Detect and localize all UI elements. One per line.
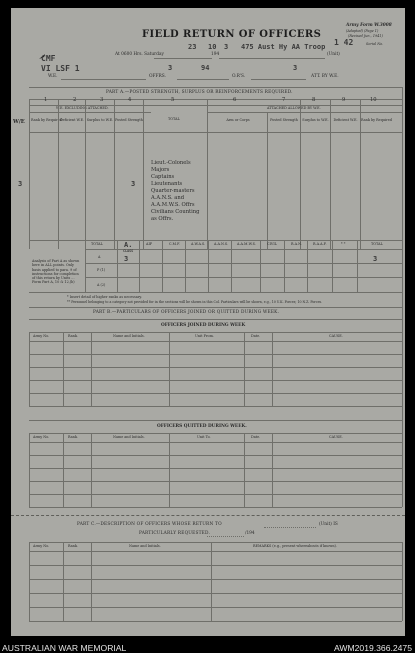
- part-b-heading: PART B.—PARTICULARS OF OFFICERS JOINED OR QUITTED DURING WEEK.: [93, 310, 280, 315]
- punch-mark-icon: [39, 45, 45, 51]
- we-excluding-attached: W.E. EXCLUDING ATTACHED.: [56, 106, 109, 110]
- at-label: At 0600 Hrs. Saturday: [115, 52, 164, 57]
- subhead-9: Rank by Required: [361, 118, 392, 122]
- quitted-col-unit-to: Unit To.: [197, 435, 211, 439]
- col-number-3: 3: [100, 97, 104, 103]
- totals-row-p1: P (1): [97, 268, 106, 272]
- typed-offrs-value: 3: [168, 64, 173, 72]
- typed-vi: VI LSF 1: [41, 64, 80, 73]
- we-label: W.E.: [48, 74, 58, 79]
- joined-col-date: Date.: [251, 334, 261, 338]
- totals-label-grand: TOTAL: [371, 242, 383, 246]
- subhead-6: Posted Strength: [270, 118, 298, 122]
- subhead-8: Deficient W.E.: [333, 118, 358, 122]
- part-c-col-name: Name and Initials.: [129, 544, 161, 548]
- totals-label-aamws: A.A.M.W.S.: [237, 242, 256, 246]
- quitted-col-name: Name and Initials.: [113, 435, 145, 439]
- subhead-3: Surplus to W.E.: [86, 118, 114, 122]
- subhead-7: Surplus to W.E.: [302, 118, 329, 122]
- totals-row-a: A: [98, 255, 101, 259]
- part-c-col-army-no: Army No.: [33, 544, 50, 548]
- totals-label-raaf: R.A.A.F.: [313, 242, 327, 246]
- unit-typed: 475 Aust Hy AA Troop: [241, 43, 326, 51]
- typed-cmf: CMF: [41, 54, 56, 63]
- subhead-4: Posted Strength: [115, 118, 143, 122]
- subhead-1: Rank by Required: [31, 118, 62, 122]
- totals-typed-cmf: 3: [124, 255, 129, 263]
- col-number-1: 1: [44, 97, 48, 103]
- part-c-heading-unit: (Unit) IS: [319, 522, 338, 527]
- quitted-col-date: Date.: [251, 435, 261, 439]
- joined-col-rank: Rank.: [68, 334, 78, 338]
- totals-typed-class: CLASS: [123, 249, 134, 253]
- joined-title: OFFICERS JOINED DURING WEEK: [161, 323, 246, 328]
- totals-label-a: A.: [124, 241, 133, 249]
- totals-label-awas: A.W.A.S.: [191, 242, 206, 246]
- footer-institution: AUSTRALIAN WAR MEMORIAL: [2, 643, 127, 653]
- col-number-5: 5: [171, 97, 175, 103]
- date-day: 23: [188, 43, 197, 51]
- totals-label-aans: A.A.N.S.: [214, 242, 229, 246]
- totals-label-other: * *: [341, 242, 346, 246]
- rank-quartermasters: Quarter-masters: [151, 188, 195, 194]
- quitted-col-cause: CAUSE.: [329, 435, 343, 439]
- unit-label: (Unit): [327, 52, 340, 57]
- part-c-col-remarks: REMARKS (e.g., present whereabouts if known).: [253, 544, 337, 548]
- rank-aamws: A.A.M.W.S. Offrs: [151, 202, 195, 208]
- rank-majors: Majors: [151, 167, 170, 173]
- subhead-5: Arm or Corps: [226, 118, 250, 122]
- analysis-side-note: Analysis of Part A as shown here in ALL points. Only basis applied to para. 9 of instructions for completion of this return by Units ... Form Part A, 10 & 12,(b): [32, 259, 80, 285]
- footer-accession-number: AWM2019.366.2475: [333, 643, 412, 653]
- quitted-col-army-no: Army No.: [33, 435, 50, 439]
- typed-ors-value: 94: [201, 64, 210, 72]
- totals-label-ran: R.A.N.: [291, 242, 302, 246]
- form-revised: (Revised Jun., 1941): [348, 34, 383, 38]
- totals-label-cmf: C.M.F.: [169, 242, 181, 246]
- joined-col-unit-from: Unit From.: [195, 334, 214, 338]
- col-number-10: 10: [370, 97, 377, 103]
- offrs-label: OFFRS.: [149, 74, 166, 79]
- col-number-8: 8: [312, 97, 316, 103]
- footer-bar: [0, 641, 415, 653]
- col-number-4: 4: [128, 97, 132, 103]
- quitted-col-rank: Rank.: [68, 435, 78, 439]
- rank-lieutenants: Lieutenants: [151, 181, 183, 187]
- quitted-title: OFFICERS QUITTED DURING WEEK.: [157, 424, 247, 429]
- form-adapted: (Adapted) (Page 1): [346, 29, 379, 33]
- col-number-7: 7: [282, 97, 286, 103]
- totals-row-a2: A (2): [97, 283, 106, 287]
- col-number-6: 6: [233, 97, 237, 103]
- form-sheet: [11, 8, 405, 636]
- rank-captains: Captains: [151, 174, 175, 180]
- row-value-col4: 3: [131, 180, 136, 188]
- col-number-9: 9: [342, 97, 346, 103]
- part-a-heading: PART A.—POSTED STRENGTH, SURPLUS OR REINFORCEMENTS REQUIRED.: [106, 90, 293, 95]
- joined-col-cause: CAUSE.: [329, 334, 343, 338]
- we-side-label: W/E: [13, 119, 25, 125]
- totals-label-aif: AIF: [146, 242, 153, 246]
- part-c-heading-1: PART C.—DESCRIPTION OF OFFICERS WHOSE RETURN TO: [77, 522, 222, 527]
- total-header: TOTAL: [168, 117, 180, 121]
- ors-label: O.R'S.: [232, 74, 246, 79]
- totals-typed-grand: 3: [373, 255, 378, 263]
- serial-label: Serial No.: [366, 42, 384, 46]
- row-value-left: 3: [18, 180, 23, 188]
- rank-civilians: Civilians Counting: [151, 209, 200, 215]
- rank-aans: A.A.N.S. and: [151, 195, 185, 201]
- rank-lt-colonels: Lieut.-Colonels: [151, 160, 191, 166]
- part-c-col-rank: Rank.: [68, 544, 78, 548]
- rank-as-offrs: as Offrs.: [151, 216, 174, 222]
- part-c-date-placeholder: /194: [245, 531, 255, 536]
- serial-value: 1 42: [334, 38, 354, 47]
- joined-col-army-no: Army No.: [33, 334, 50, 338]
- date-month: 10: [208, 43, 217, 51]
- totals-label-civil: CIVIL: [267, 242, 277, 246]
- footnote-1: * Insert detail of higher ranks as necessary.: [67, 295, 142, 299]
- totals-label-total: TOTAL: [91, 242, 103, 246]
- attached-allowed: ATTACHED ALLOWED BY W.E.: [267, 106, 321, 110]
- part-c-heading-2: PARTICULARLY REQUESTED.: [139, 531, 211, 536]
- col-number-2: 2: [73, 97, 77, 103]
- joined-col-name: Name and Initials.: [113, 334, 145, 338]
- form-title: FIELD RETURN OF OFFICERS: [142, 29, 322, 40]
- att-label: ATT. BY W.E.: [311, 74, 339, 79]
- form-number: Army Form W.3008: [346, 23, 392, 28]
- footnote-2: ** Personnel belonging to a category not provided for in the sections will be shown in this Col. Particulars will be shown, e.g., 10 U.K. Forces; 10 N.Z. Forces.: [67, 300, 323, 304]
- subhead-2: Deficient W.E.: [59, 118, 85, 122]
- typed-att-value: 3: [293, 64, 298, 72]
- year-prefix: 194: [211, 52, 220, 57]
- date-year-suffix: 3: [224, 43, 229, 51]
